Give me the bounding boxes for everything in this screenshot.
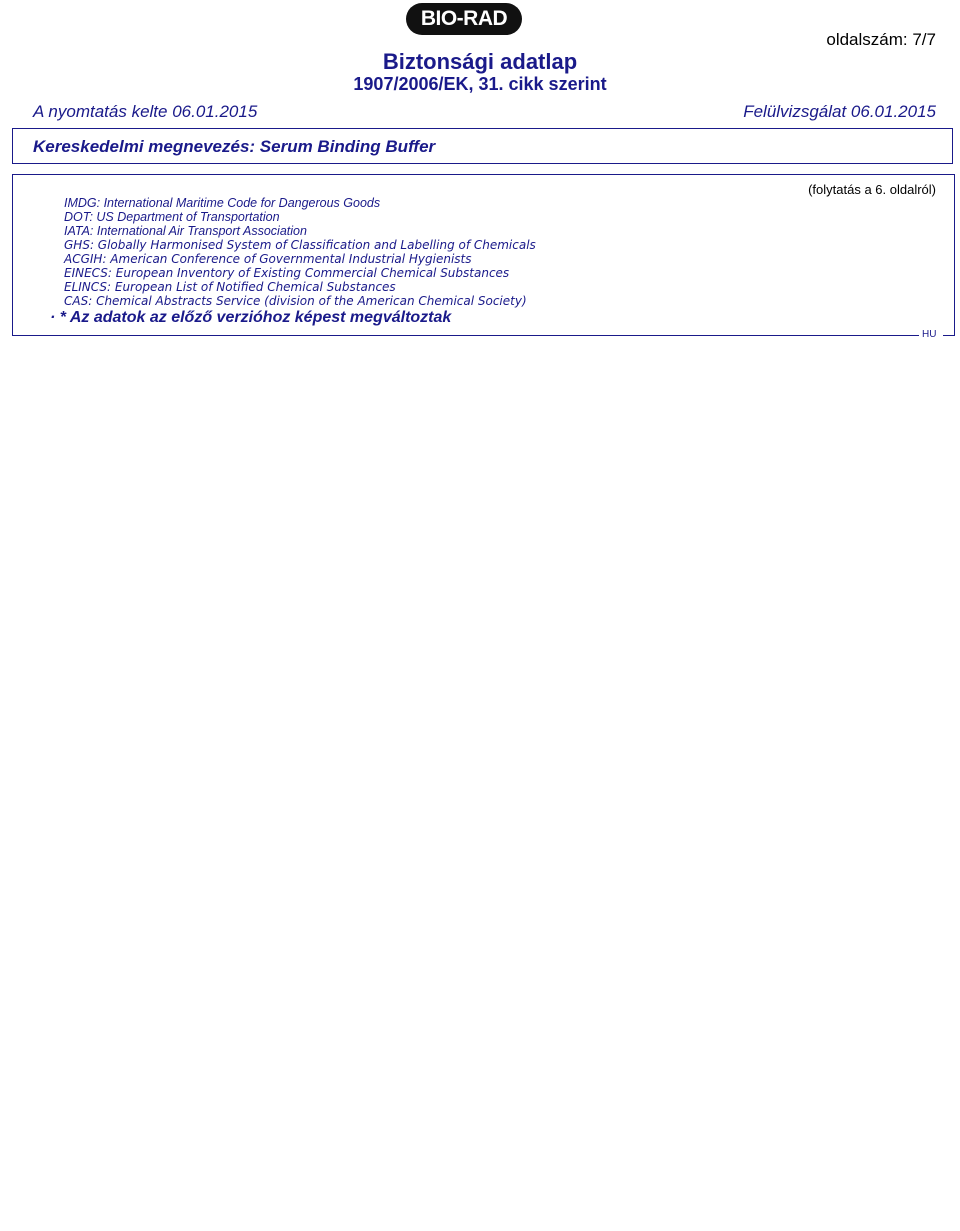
abbreviation-item: ELINCS: European List of Notified Chemical Substances (64, 280, 396, 294)
changes-note: · * Az adatok az előző verzióhoz képest megváltoztak (50, 309, 452, 326)
content-box-bottom-border-end (943, 335, 955, 336)
print-date: A nyomtatás kelte 06.01.2015 (33, 102, 258, 121)
document-subtitle: 1907/2006/EK, 31. cikk szerint (353, 74, 607, 94)
abbreviation-item: IMDG: International Maritime Code for Dangerous Goods (64, 196, 381, 210)
trade-name: Kereskedelmi megnevezés: Serum Binding Buffer (33, 137, 436, 156)
abbreviation-item: CAS: Chemical Abstracts Service (division of the American Chemical Society) (64, 294, 527, 308)
abbreviation-item: EINECS: European Inventory of Existing Commercial Chemical Substances (64, 266, 510, 280)
country-code: HU (922, 329, 937, 340)
abbreviations-list (64, 196, 536, 308)
page-number: oldalszám: 7/7 (826, 30, 936, 49)
abbreviation-item: GHS: Globally Harmonised System of Classification and Labelling of Chemicals (64, 238, 536, 252)
bio-rad-logo: BIO-RAD (406, 3, 522, 35)
abbreviation-item: IATA: International Air Transport Association (64, 224, 307, 238)
abbreviation-item: ACGIH: American Conference of Governmental Industrial Hygienists (64, 252, 472, 266)
document-title: Biztonsági adatlap (382, 49, 578, 74)
abbreviation-item: DOT: US Department of Transportation (64, 210, 280, 224)
continuation-note: (folytatás a 6. oldalról) (808, 182, 936, 197)
content-box-bottom-border (12, 335, 919, 336)
revision-date: Felülvizsgálat 06.01.2015 (743, 102, 936, 121)
